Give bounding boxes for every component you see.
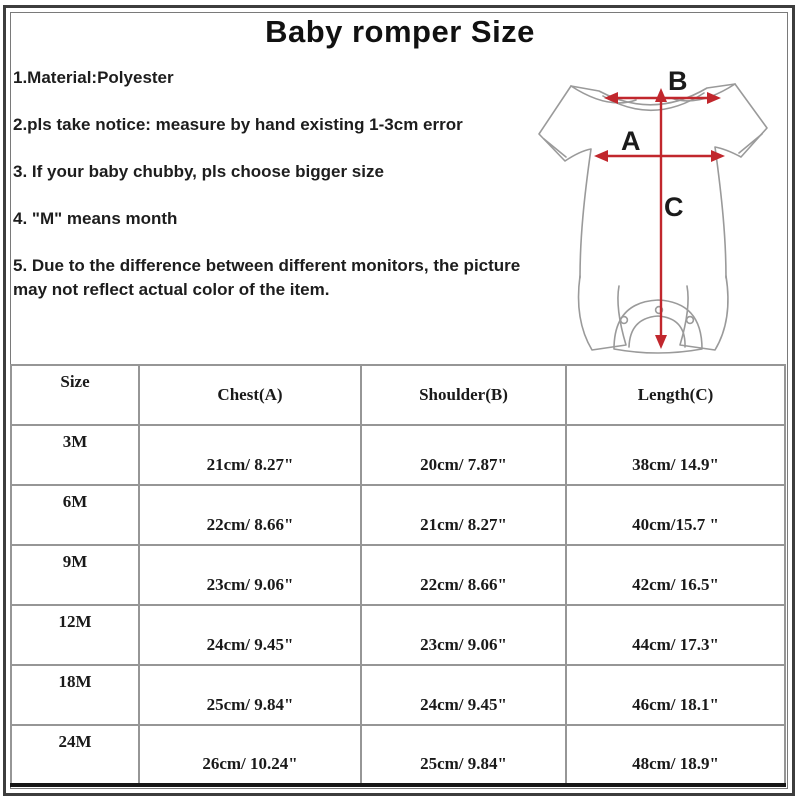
chest-arrow-right-head (711, 150, 725, 162)
length-arrow-bottom-head (655, 335, 667, 349)
size-cell: 3M (11, 425, 139, 485)
table-header-row (11, 365, 785, 425)
label-shoulder-B: B (668, 66, 688, 96)
table-row (11, 545, 785, 605)
snap-left (621, 317, 628, 324)
crotch-flap-inner (629, 316, 685, 347)
chest-cell: 26cm/ 10.24" (139, 725, 361, 785)
length-cell: 40cm/15.7 " (566, 485, 785, 545)
size-table (10, 364, 786, 787)
header-length: Length(C) (566, 365, 785, 425)
table-row (11, 425, 785, 485)
note-bigger-size: 3. If your baby chubby, pls choose bigger size (13, 162, 384, 181)
size-cell: 6M (11, 485, 139, 545)
shoulder-cell: 25cm/ 9.84" (361, 725, 566, 785)
chest-cell: 23cm/ 9.06" (139, 545, 361, 605)
left-leg-outline (579, 276, 627, 350)
chest-cell: 22cm/ 8.66" (139, 485, 361, 545)
table-row (11, 665, 785, 725)
chest-cell: 24cm/ 9.45" (139, 605, 361, 665)
length-cell: 44cm/ 17.3" (566, 605, 785, 665)
chest-cell: 25cm/ 9.84" (139, 665, 361, 725)
shoulder-cell: 23cm/ 9.06" (361, 605, 566, 665)
table-row (11, 725, 785, 785)
table-row (11, 605, 785, 665)
right-cuff-line (739, 134, 762, 153)
shoulder-cell: 21cm/ 8.27" (361, 485, 566, 545)
note-measure-error: 2.pls take notice: measure by hand existing 1-3cm error (13, 115, 463, 134)
label-length-C: C (664, 192, 684, 222)
note-material: 1.Material:Polyester (13, 68, 174, 87)
shoulder-cell: 20cm/ 7.87" (361, 425, 566, 485)
label-chest-A: A (621, 126, 641, 156)
header-chest: Chest(A) (139, 365, 361, 425)
left-cuff-line (544, 139, 566, 157)
size-cell: 24M (11, 725, 139, 785)
table-row (11, 485, 785, 545)
header-shoulder: Shoulder(B) (361, 365, 566, 425)
length-arrow-top-head (655, 88, 667, 102)
note-color-monitor: 5. Due to the difference between different monitors, the picture may not reflect actual color of the item. (13, 256, 521, 299)
size-cell: 12M (11, 605, 139, 665)
length-cell: 38cm/ 14.9" (566, 425, 785, 485)
romper-left-sleeve (539, 86, 591, 278)
length-cell: 48cm/ 18.9" (566, 725, 785, 785)
page-title: Baby romper Size (265, 14, 535, 49)
header-size: Size (11, 365, 139, 425)
crotch-flap-outer (614, 300, 702, 353)
length-cell: 46cm/ 18.1" (566, 665, 785, 725)
length-cell: 42cm/ 16.5" (566, 545, 785, 605)
shoulder-cell: 24cm/ 9.45" (361, 665, 566, 725)
chest-arrow-left-head (594, 150, 608, 162)
romper-right-sleeve (715, 84, 767, 278)
size-cell: 9M (11, 545, 139, 605)
baby-romper-diagram (518, 58, 790, 360)
chest-cell: 21cm/ 8.27" (139, 425, 361, 485)
size-cell: 18M (11, 665, 139, 725)
note-month-meaning: 4. "M" means month (13, 209, 178, 228)
notes-list (13, 66, 527, 325)
snap-right (687, 317, 694, 324)
right-leg-outline (680, 276, 728, 350)
shoulder-cell: 22cm/ 8.66" (361, 545, 566, 605)
